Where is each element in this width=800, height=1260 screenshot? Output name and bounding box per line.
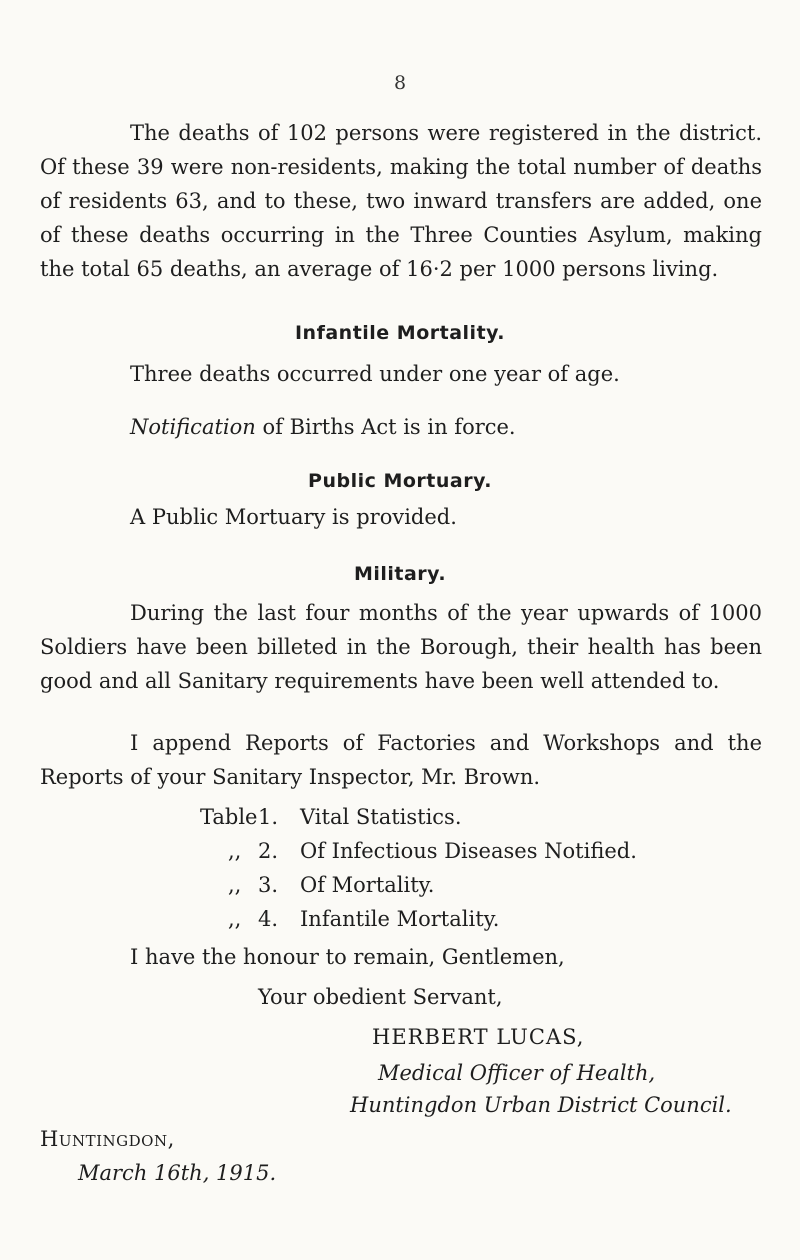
table-number: 1. [258,805,279,829]
date-line: March 16th, 1915. [78,1161,277,1185]
table-label: ,, [228,839,242,863]
table-title: Vital Statistics. [300,805,462,829]
paragraph-military: During the last four months of the year upwards of 1000 Soldiers have been billeted in the Borough, their health has been good and all Sanitary requirements have been well attended to. [40,601,762,693]
signature-council: Huntingdon Urban District Council. [350,1093,732,1117]
notification-italic: Notification [130,415,256,439]
signature-title: Medical Officer of Health, [378,1061,656,1085]
paragraph-append: I append Reports of Factories and Workshops and the Reports of your Sanitary Inspector, Mr. Brown. [40,731,762,789]
infantile-deaths-line: Three deaths occurred under one year of age. [130,362,620,386]
table-row [200,834,637,868]
table-title: Of Infectious Diseases Notified. [300,839,637,863]
paragraph-deaths: The deaths of 102 persons were registered in the district. Of these 39 were non-residents, making the total number of deaths of residents 63, and to these, two inward transfers are added, one of these deaths occurring in the Three Counties Asylum, making the total 65 deaths, an average of 16·2 per 1000 persons living. [40,121,762,281]
notification-rest: of Births Act is in force. [255,415,516,439]
table-number: 3. [258,873,279,897]
heading-public-mortuary: Public Mortuary. [308,470,492,492]
table-number: 2. [258,839,279,863]
closing-line-1: I have the honour to remain, Gentlemen, [130,945,565,969]
signature-name: HERBERT LUCAS, [372,1025,585,1049]
table-row [200,868,637,902]
page-number: 8 [393,72,407,94]
heading-military: Military. [353,563,447,585]
table-label: ,, [228,907,242,931]
tables-list [200,800,637,936]
notification-line [130,410,516,444]
heading-infantile-mortality: Infantile Mortality. [294,322,506,344]
table-row [200,800,637,834]
table-row [200,902,637,936]
table-label: Table [200,805,258,829]
table-label: ,, [228,873,242,897]
table-number: 4. [258,907,279,931]
place-line: Huntingdon, [40,1127,175,1151]
closing-line-2: Your obedient Servant, [258,985,503,1009]
table-title: Infantile Mortality. [300,907,500,931]
table-title: Of Mortality. [300,873,435,897]
mortuary-line: A Public Mortuary is provided. [130,505,457,529]
